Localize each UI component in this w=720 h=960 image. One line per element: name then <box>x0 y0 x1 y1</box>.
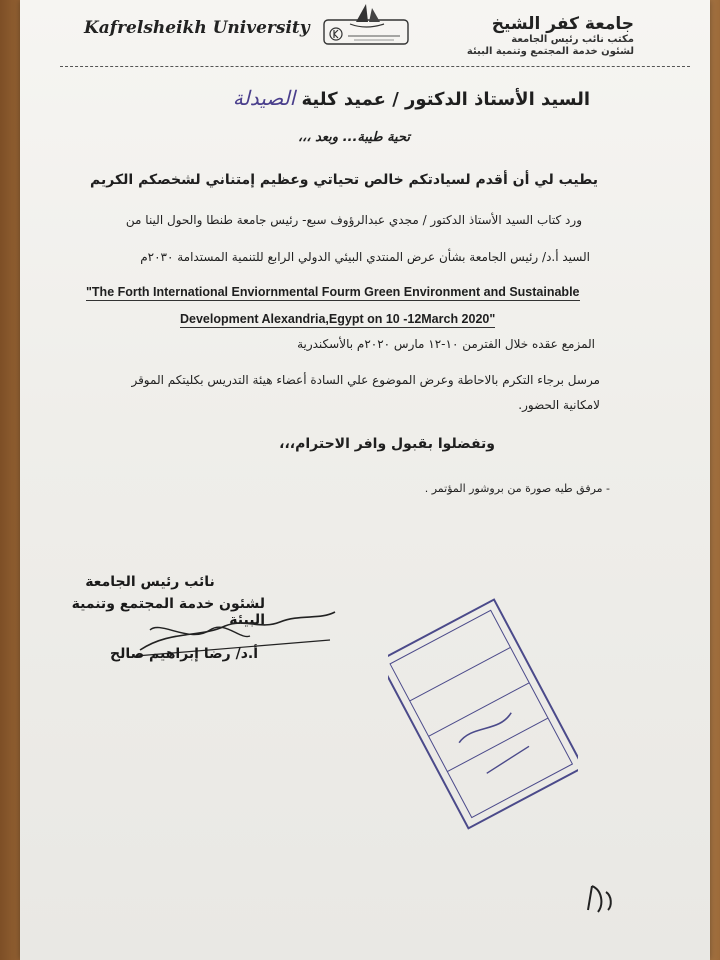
university-name-english: Kafrelsheikh University <box>84 18 310 38</box>
attachment-note: - مرفق طيه صورة من بروشور المؤتمر . <box>424 482 610 495</box>
paragraph-2: ورد كتاب السيد الأستاذ الدكتور / مجدي عبدالرؤوف سبع- رئيس جامعة طنطا والحول الينا من <box>125 213 582 227</box>
paragraph-5-line-2: لامكانية الحضور. <box>518 398 600 412</box>
paragraph-1: يطيب لي أن أقدم لسيادتكم خالص تحياتي وعظيم إمتناني لشخصكم الكريم <box>90 172 598 188</box>
greeting: تحية طيبة... وبعد ،،، <box>297 130 410 145</box>
received-stamp-icon <box>388 588 578 838</box>
event-title-line-2: Development Alexandria,Egypt on 10 -12March 2020" <box>180 312 496 326</box>
signature-title-line-1: نائب رئيس الجامعة <box>85 574 215 590</box>
university-logo-icon <box>320 2 412 50</box>
paragraph-4: المزمع عقده خلال الفترمن ١٠-١٢ مارس ٢٠٢٠م بالأسكندرية <box>297 337 595 351</box>
addressee-handwritten-faculty: الصيدلة <box>232 86 296 110</box>
office-line-1: مكتب نائب رئيس الجامعة <box>511 34 634 45</box>
university-header-arabic <box>404 14 634 58</box>
letter-page <box>20 0 710 960</box>
addressee-text: السيد الأستاذ الدكتور / عميد كلية <box>301 89 590 110</box>
event-title-line-1: "The Forth International Enviornmental Fourm Green Environment and Sustainable <box>86 285 580 299</box>
paragraph-3: السيد أ.د/ رئيس الجامعة بشأن عرض المنتدي البيئي الدولي الرابع للتنمية المستدامة ٢٠٣٠م <box>140 250 590 264</box>
handwritten-page-mark-icon <box>580 880 620 920</box>
university-name-arabic: جامعة كفر الشيخ <box>491 14 634 34</box>
header-divider <box>60 66 690 67</box>
signature-title-line-2: لشئون خدمة المجتمع وتنمية البيئة <box>71 596 265 628</box>
paragraph-5-line-1: مرسل برجاء التكرم بالاحاطة وعرض الموضوع علي السادة أعضاء هيئة التدريس بكليتكم الموقر <box>131 373 600 387</box>
closing-line: وتفضلوا بقبول وافر الاحترام،،، <box>279 436 495 452</box>
signatory-name: أ.د/ رضا إبراهيم صالح <box>110 646 258 662</box>
addressee-line <box>233 86 590 110</box>
office-line-2: لشئون خدمة المجتمع وتنمية البيئة <box>466 46 634 57</box>
